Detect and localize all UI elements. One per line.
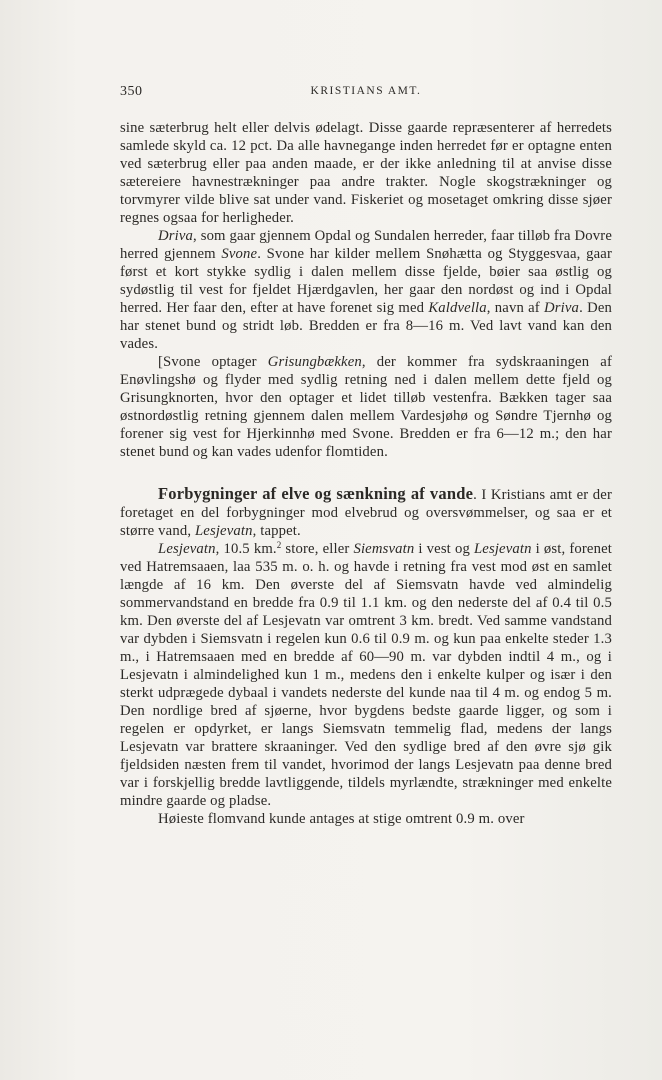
paragraph-driva [120,227,612,353]
body-text [120,119,612,828]
river-name-driva: Driva [544,300,580,316]
paragraph-text: . Den har stenet bund og stridt løb. Bredden er fra 8—16 m. Ved lavt vand kan den vades. [120,300,612,352]
section-heading: Forbygninger af elve og sænkning af vande [158,484,474,503]
paragraph-text: , som gaar gjennem Opdal og Sundalen herreder, faar tilløb fra Dovre herred gjennem [120,228,612,262]
paragraph-text: i øst, forenet ved Hatremsaaen, laa 535 m. o. h. og havde i retning fra vest mod øst en samlet længde af 16 km. Den øverste del af Siemsvatn havde ved almindelig sommervandstand en bredde fra 0.9 til 1.1 km. og den nederste del af 0.4 til 0.5 km. Den øverste del af Lesjevatn var omtrent 3 km. bredt. Ved samme vandstand var dybden i Siemsvatn i regelen kun 0.6 til 0.9 m. og kun paa enkelte steder 1.3 m., i Hatremsaaen med en bredde af 60—90 m. var dybden indtil 4 m., og i Lesjevatn i almindelighed kun 1 m., medens den i enkelte kulper og især i den sterkt udprægede dybaal i vandets nederste del kunde naa til 4 m. og endog 5 m. Den nordlige bred af sjøerne, hvor bygdens bedste gaarde ligger, og som i regelen er opdyrket, er langs Siemsvatn temmelig flad, medens der langs Lesjevatn var brattere skraaninger. Ved den sydlige bred af den øvre sjø gik fjeldsiden næsten frem til vandet, hvorimod der langs Lesjevatn paa denne bred var i forskjellig bredde lavtliggende, tildels myrlændte, strækninger med enkelte mindre gaarde og pladse. [120,541,612,809]
lake-name-siemsvatn: Siemsvatn [353,541,415,557]
running-head: KRISTIANS AMT. [310,85,422,97]
paragraph-saeterbrug [120,119,612,227]
page-header [120,84,612,102]
paragraph-grisungbaekken [120,353,612,461]
lake-name-lesjevatn: Lesjevatn [473,541,532,557]
paragraph-lesjevatn [120,540,612,810]
paragraph-text: . Svone har kilder mellem Snøhætta og Styggesvaa, gaar først et kort stykke sydlig i dalen mellem disse fjelde, bøier saa østlig og sydøstlig til vest for fjeldet Hjærdgavlen, her gaar den nordøst og ind i Opdal herred. Her faar den, efter at have forenet sig med [120,246,612,316]
paragraph-text: , der kommer fra sydskraaningen af Enøvlingshø og flyder med sydlig retning ned i dalen mellem dette fjeld og Grisungknorten, hvor den optager et lidet tilløb vestenfra. Bækken tager saa østnordøstlig retning gjennem dalen mellem Vardesjøhø og Søndre Tjernhø og forener sig vest for Hjerkinnhø med Svone. Bredden er fra 6—12 m.; den har stenet bund og kan vades udenfor flomtiden. [120,354,612,460]
lake-name-lesjevatn: Lesjevatn [194,523,253,539]
paragraph-text: , 10.5 km. [215,541,277,557]
river-name-svone: Svone [221,246,258,262]
paragraph-text: [Svone optager [158,354,268,370]
lake-name-lesjevatn: Lesjevatn [158,541,216,557]
paragraph-text: , tappet. [252,523,301,539]
paragraph-forbygninger [120,485,612,540]
paragraph-text: store, eller [281,541,354,557]
paragraph-text: Høieste flomvand kunde antages at stige omtrent 0.9 m. over [158,811,525,827]
paragraph-text: , navn af [486,300,545,316]
paragraph-flomvand [120,810,612,828]
paragraph-text: i vest og [414,541,474,557]
superscript-two: 2 [276,540,282,550]
paragraph-text: . I Kristians amt er der foretaget en del forbygninger mod elvebrud og oversvømmelser, og saa er et større vand, [120,487,612,539]
river-name-grisungbaekken: Grisungbækken [267,354,362,370]
river-name-kaldvella: Kaldvella [428,300,487,316]
river-name-driva: Driva [158,228,194,244]
page-number: 350 [120,84,143,99]
paragraph-text: sine sæterbrug helt eller delvis ødelagt. Disse gaarde repræsenterer af herredets samlede skyld ca. 12 pct. Da alle havnegange inden herredet før er optagne enten ved sæterbrug eller paa anden maade, er der ikke anledning til at anvise disse sætereiere havnestrækninger paa andre trakter. Nogle skogstrækninger og torvmyrer vilde blive sat under vand. Fiskeriet og mosetaget omkring disse sjøer regnes ogsaa for herligheder. [120,120,612,226]
